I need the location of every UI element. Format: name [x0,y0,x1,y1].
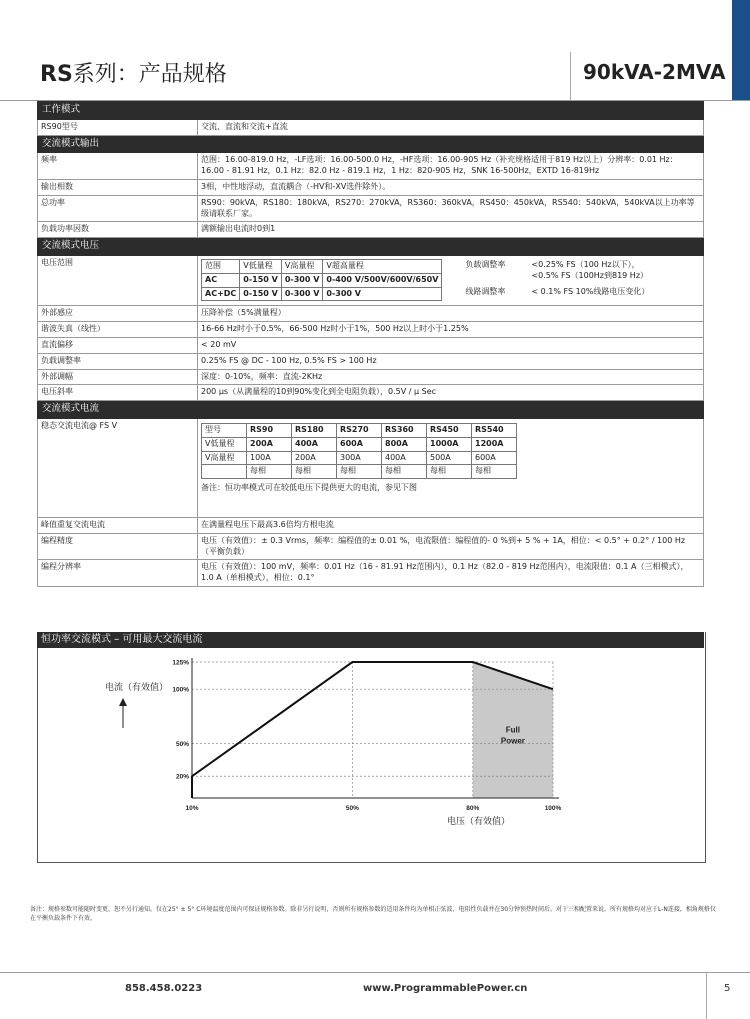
footnote: 备注：规格参数可能随时变更，恕不另行通知。仅在25° ± 5° C环境温度范围内可保证规格参数。除非另行说明，否则所有规格参数的适用条件均为单相正弦波、电阻性负载并在30分钟预热时间后。对于三相配置来说，所有规格均对应于L-N连接，相角规格仅在平衡负载条件下有效。 [30,906,716,922]
footer-website: www.ProgrammablePower.cn [363,983,528,994]
cp-chart [37,648,704,862]
table-row: 负载调整率 0.25% FS @ DC - 100 Hz, 0.5% FS > 100 Hz [38,353,704,369]
page-title: RS系列：产品规格 [40,62,227,87]
y-axis-arrow-head [119,698,127,706]
table-row: 外部调幅 深度：0-10%，频率：直流-2KHz [38,369,704,385]
current-table: 型号 RS90 RS180 RS270 RS360 RS450 RS540 V低量程 200A 400A 600A 800A 1000A 1200A V高量程 100A 200A 300A 400A 500A 600A 每相 每相 每相 每相 每相 每相 [201,423,517,479]
section-cp-mode: 恒功率交流模式 – 可用最大交流电流 [37,632,704,648]
x-tick-label: 80% [466,805,480,812]
table-row: 峰值重复交流电流 在满量程电压下最高3.6倍均方根电流 [38,518,704,534]
table-row: 编程分辨率 电压（有效值）：100 mV，频率：0.01 Hz（16 - 81.91 Hz范围内），0.1 Hz（82.0 - 819 Hz范围内），电流限值：0.1 A（三相模式），1.0 A（单相模式），相位：0.1° [38,560,704,587]
table-row: 电压范围 范围 V低量程 V高量程 V超高量程 AC 0-150 V 0-300 V 0-400 V/500V/600V/650V AC+DC 0-150 V 0-300 V 0-300 V 负载调整率 <0.25% FS（100 Hz以下），<0.5% FS（100Hz到819 Hz） 线路调整率 < 0.1% FS 10%线路电压变化） [38,256,704,306]
spec-table [37,101,704,587]
y-tick-label: 100% [172,686,189,694]
footer-rule [0,972,750,973]
table-row: RS90型号 交流、直流和交流+直流 [38,119,704,135]
page-number: 5 [724,983,731,994]
table-row: 频率 范围：16.00-819.0 Hz，-LF选项：16.00-500.0 Hz，-HF选项：16.00-905 Hz（补充规格适用于819 Hz以上）分辨率：0.01 Hz：16.00 - 81.91 Hz，0.1 Hz：82.0 Hz - 819.1 Hz，1 Hz：820-905 Hz，SNK 16-500Hz，EXTD 16-819Hz [38,153,704,180]
cp-note: 备注：恒功率模式可在较低电压下提供更大的电流，参见下图 [201,483,417,493]
section-ac-voltage: 交流模式电压 [38,238,704,256]
y-tick-label: 125% [172,659,189,667]
table-row: 电压斜率 200 μs（从满量程的10到90%变化到全电阻负载），0.5V / μ Sec [38,385,704,401]
table-row: 稳态交流电流@ FS V 型号 RS90 RS180 RS270 RS360 RS450 RS540 V低量程 200A 400A 600A 800A 1000A 1200A V高量程 100A 200A 300A 400A 500A 600A 每相 每相 每相 每相 每相 每相 备注：恒功率模式可在较低电压下提供更大的电流，参见下图 [38,419,704,518]
x-tick-label: 100% [544,805,562,812]
y-axis-label: 电流（有效值） [105,683,169,693]
table-row: 总功率 RS90：90kVA，RS180：180kVA，RS270：270kVA，RS360：360kVA，RS450：450kVA，RS540：540kVA，540kVA以上功率等级请联系厂家。 [38,195,704,222]
table-row: 编程精度 电压（有效值）：± 0.3 Vrms，频率：编程值的± 0.01 %，电流限值：编程值的- 0 %到+ 5 % + 1A，相位：< 0.5° + 0.2° / 100 Hz（平衡负载） [38,533,704,560]
section-ac-current: 交流模式电流 [38,401,704,419]
table-row: 输出相数 3相，中性地浮动，直流耦合（-HV和-XV选件除外）。 [38,180,704,196]
section-ac-output: 交流模式输出 [38,135,704,153]
table-row: 外部感应 压降补偿（5%满量程） [38,306,704,322]
regulation-table: 负载调整率 <0.25% FS（100 Hz以下），<0.5% FS（100Hz到819 Hz） 线路调整率 < 0.1% FS 10%线路电压变化） [465,260,650,297]
table-row: 负载功率因数 满额输出电流时0到1 [38,222,704,238]
section-mode: 工作模式 [38,102,704,120]
y-tick-label: 20% [175,773,189,781]
footer-phone: 858.458.0223 [125,983,203,994]
power-range-title: 90kVA-2MVA [583,60,726,84]
footer-divider [706,972,707,1019]
table-row: 谐波失真（线性） 16-66 Hz时小于0.5%，66-500 Hz时小于1%，500 Hz以上时小于1.25% [38,322,704,338]
y-tick-label: 50% [175,741,189,749]
title-divider [570,52,571,100]
brand-accent-tab [732,0,750,100]
full-power-label: Full Power [500,725,525,746]
x-tick-label: 50% [345,805,359,812]
voltage-range-table: 范围 V低量程 V高量程 V超高量程 AC 0-150 V 0-300 V 0-400 V/500V/600V/650V AC+DC 0-150 V 0-300 V 0-300 V [201,259,442,301]
x-axis-label: 电压（有效值） [447,817,511,827]
x-tick-label: 10% [185,805,199,812]
table-row: 直流偏移 < 20 mV [38,338,704,354]
